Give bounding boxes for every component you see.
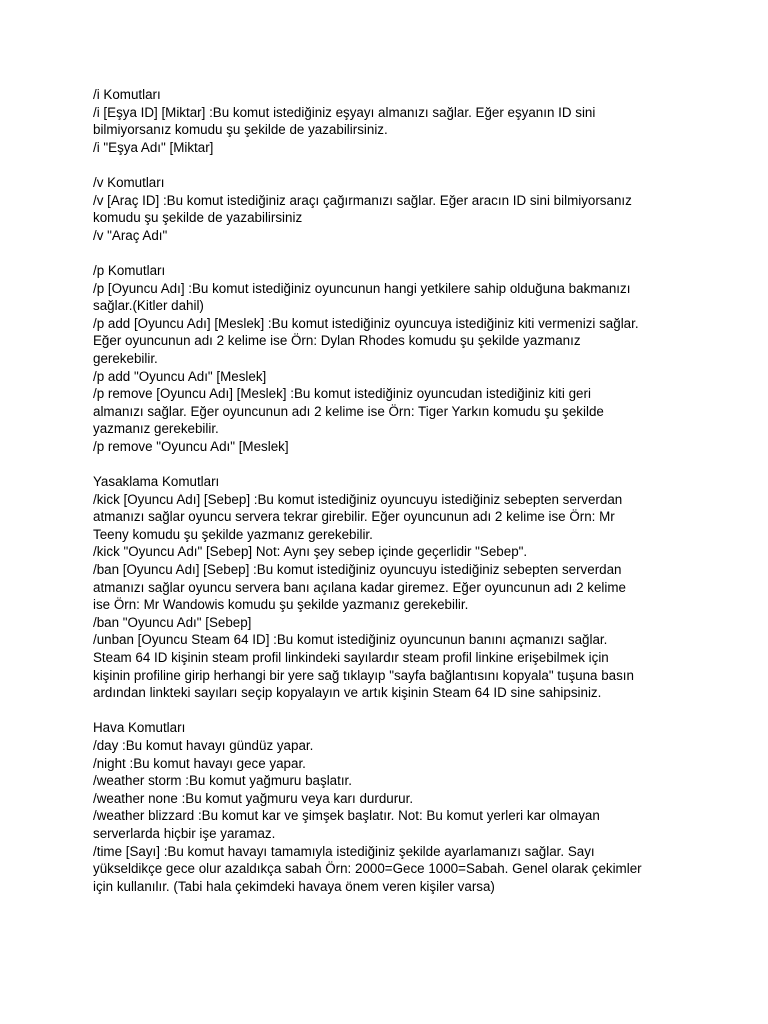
section-heading: Hava Komutları — [93, 720, 186, 736]
text-line: /p add "Oyuncu Adı" [Meslek] — [93, 368, 267, 384]
text-line: yükseldikçe gece olur azaldıkça sabah Örn: 2000=Gece 1000=Sabah. Genel olarak çekimler — [93, 861, 642, 877]
text-line: atmanızı sağlar oyuncu servera tekrar girebilir. Eğer oyuncunun adı 2 kelime ise Örn: Mr — [93, 509, 615, 525]
text-line: serverlarda hiçbir işe yaramaz. — [93, 825, 276, 841]
text-line: /weather none :Bu komut yağmuru veya karı durdurur. — [93, 790, 414, 806]
text-line: /night :Bu komut havayı gece yapar. — [93, 755, 306, 771]
text-line: /kick "Oyuncu Adı" [Sebep] Not: Aynı şey sebep içinde geçerlidir "Sebep". — [93, 544, 528, 560]
text-line: /i "Eşya Adı" [Miktar] — [93, 139, 214, 155]
text-line: ise Örn: Mr Wandowis komudu şu şekilde yazmanız gerekebilir. — [93, 597, 469, 613]
text-line: /day :Bu komut havayı gündüz yapar. — [93, 737, 314, 753]
text-line: /p remove "Oyuncu Adı" [Meslek] — [93, 438, 289, 454]
text-line: bilmiyorsanız komudu şu şekilde de yazabilirsiniz. — [93, 122, 388, 138]
section-p-commands — [93, 262, 693, 456]
text-line: atmanızı sağlar oyuncu servera banı açılana kadar giremez. Eğer oyuncunun adı 2 kelime — [93, 579, 626, 595]
text-line: almanızı sağlar. Eğer oyuncunun adı 2 kelime ise Örn: Tiger Yarkın komudu şu şekilde — [93, 403, 604, 419]
text-line: /p remove [Oyuncu Adı] [Meslek] :Bu komut istediğiniz oyuncudan istediğiniz kiti geri — [93, 386, 591, 402]
text-line: /weather storm :Bu komut yağmuru başlatır. — [93, 773, 352, 789]
section-heading: Yasaklama Komutları — [93, 474, 220, 490]
text-line: /v [Araç ID] :Bu komut istediğiniz araçı çağırmanızı sağlar. Eğer aracın ID sini bilmiyorsanız — [93, 192, 632, 208]
text-line: /p [Oyuncu Adı] :Bu komut istediğiniz oyuncunun hangi yetkilere sahip olduğuna bakmanızı — [93, 280, 631, 296]
section-v-commands — [93, 174, 693, 244]
text-line: için kullanılır. (Tabi hala çekimdeki havaya önem veren kişiler varsa) — [93, 878, 495, 894]
text-line: /weather blizzard :Bu komut kar ve şimşek başlatır. Not: Bu komut yerleri kar olmayan — [93, 808, 600, 824]
section-heading: /v Komutları — [93, 174, 165, 190]
text-line: komudu şu şekilde de yazabilirsiniz — [93, 210, 303, 226]
text-line: ardından linkteki sayıları seçip kopyalayın ve artık kişinin Steam 64 ID sine sahipsiniz. — [93, 685, 602, 701]
text-line: Steam 64 ID kişinin steam profil linkindeki sayılardır steam profil linkine erişebilmek için — [93, 650, 609, 665]
text-line: /p add [Oyuncu Adı] [Meslek] :Bu komut istediğiniz oyuncuya istediğiniz kiti vermenizi sağlar. — [93, 315, 639, 331]
text-line: gerekebilir. — [93, 350, 158, 366]
section-heading: /p Komutları — [93, 262, 166, 278]
document-page — [93, 86, 693, 913]
text-line: /unban [Oyuncu Steam 64 ID] :Bu komut istediğiniz oyuncunun banını açmanızı sağlar. — [93, 632, 608, 648]
text-line: /i [Eşya ID] [Miktar] :Bu komut istediğiniz eşyayı almanızı sağlar. Eğer eşyanın ID sini — [93, 104, 596, 120]
section-ban-commands — [93, 473, 693, 702]
text-line: /v "Araç Adı" — [93, 227, 168, 243]
text-line: yazmanız gerekebilir. — [93, 421, 219, 437]
text-line: /ban [Oyuncu Adı] [Sebep] :Bu komut istediğiniz oyuncuyu istediğiniz sebepten serverdan — [93, 562, 622, 578]
text-line: /kick [Oyuncu Adı] [Sebep] :Bu komut istediğiniz oyuncuyu istediğiniz sebepten serverdan — [93, 491, 623, 507]
text-line: Teeny komudu şu şekilde yazmanız gerekebilir. — [93, 526, 373, 542]
section-weather-commands — [93, 719, 693, 895]
section-i-commands — [93, 86, 693, 156]
text-line: sağlar.(Kitler dahil) — [93, 298, 204, 314]
text-line: /time [Sayı] :Bu komut havayı tamamıyla istediğiniz şekilde ayarlamanızı sağlar. Sayı — [93, 843, 595, 859]
text-line: kişinin profiline girip herhangi bir yere sağ tıklayıp "sayfa bağlantısını kopyala" tuşuna basın — [93, 667, 634, 683]
section-heading: /i Komutları — [93, 87, 161, 102]
text-line: /ban "Oyuncu Adı" [Sebep] — [93, 614, 252, 630]
text-line: Eğer oyuncunun adı 2 kelime ise Örn: Dylan Rhodes komudu şu şekilde yazmanız — [93, 333, 581, 349]
